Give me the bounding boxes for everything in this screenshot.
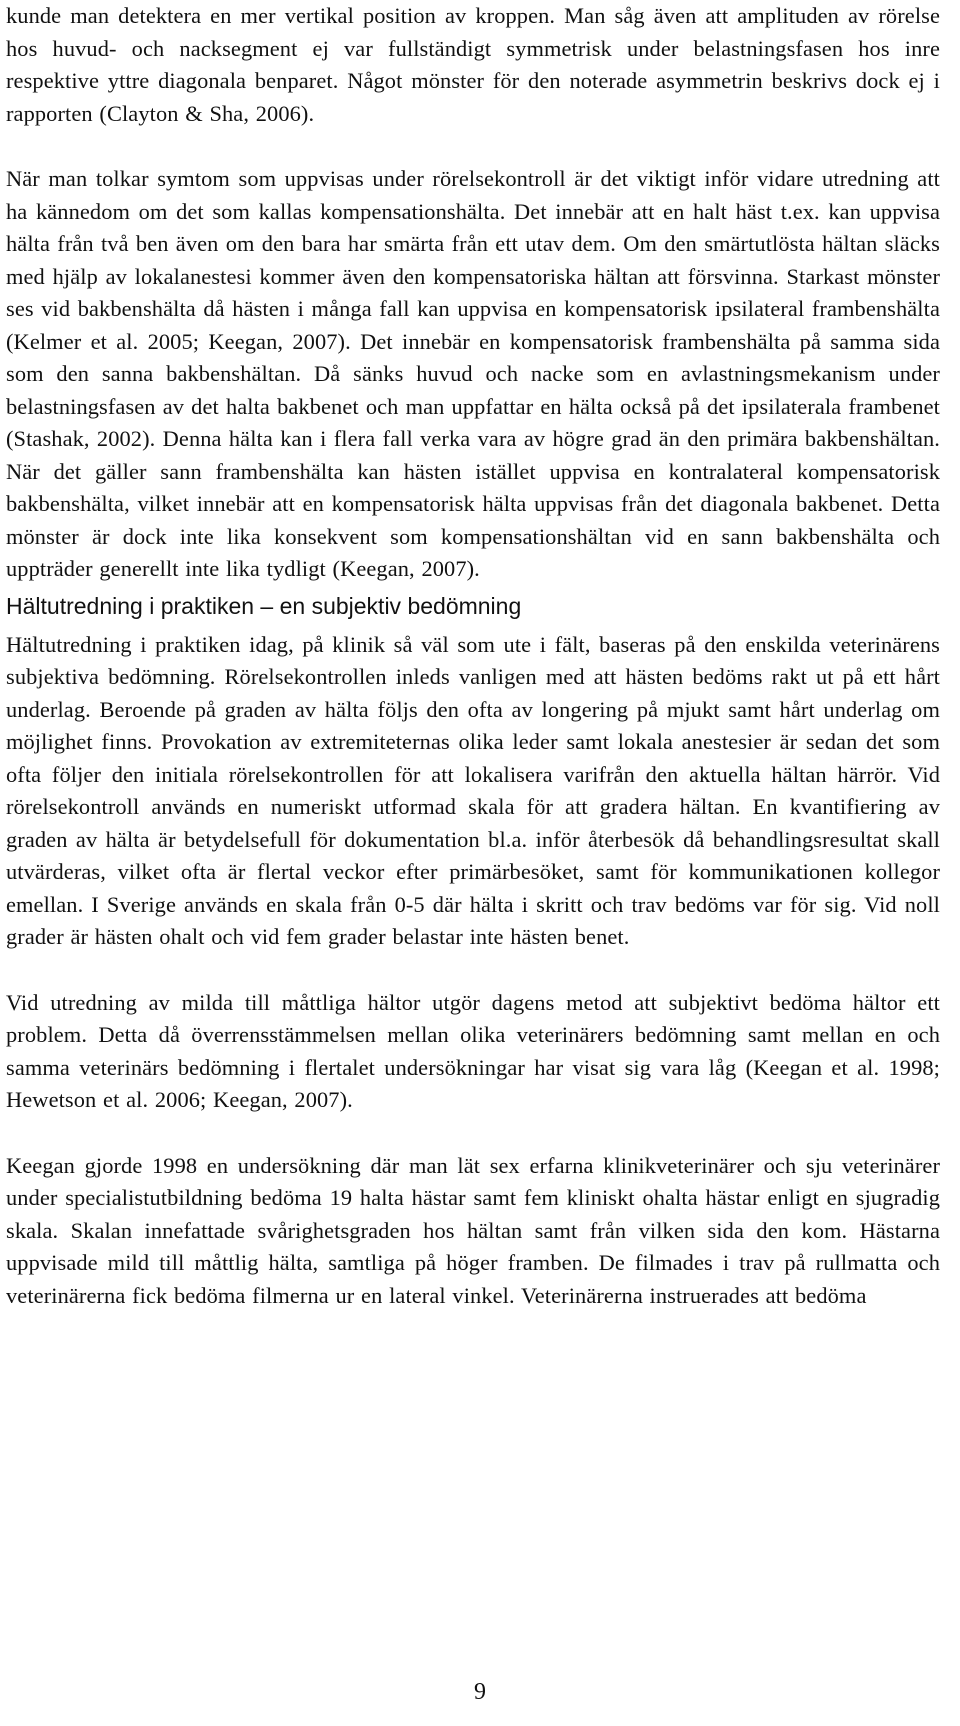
page-number: 9 — [474, 1679, 486, 1705]
paragraph-4: Vid utredning av milda till måttliga hältor utgör dagens metod att subjektivt bedöma hältor ett problem. Detta då överrensstämmelsen mellan olika veterinärers bedömning samt mellan en och samma veterinärs bedömning i flertalet undersökningar har visat sig vara låg (Keegan et al. 1998; Hewetson et al. 2006; Keegan, 2007). — [6, 989, 940, 1112]
section-heading: Hältutredning i praktiken – en subjektiv bedömning — [6, 592, 522, 619]
paragraph-3: Hältutredning i praktiken idag, på klinik så väl som ute i fält, baseras på den enskilda veterinärens subjektiva bedömning. Rörelsekontrollen inleds vanligen med att hästen bedöms rakt ut på ett hårt underlag. Beroende på graden av hälta följs den ofta av longering på mjukt samt hårt underlag om möjlighet finns. Provokation av extremiteternas olika leder samt lokala anestesier är sedan det som ofta följer den initiala rörelsekontrollen för att lokalisera varifrån den aktuella hältan härrör. Vid rörelsekontroll används en numeriskt utformad skala för att gradera hältan. En kvantifiering av graden av hälta är betydelsefull för dokumentation bl.a. inför återbesök då behandlingsresultat skall utvärderas, vilket ofta är flertal veckor efter primärbesöket, samt för kommunikationen kollegor emellan. I Sverige används en skala från 0-5 där hälta i skritt och trav bedöms var för sig. Vid noll grader är hästen ohalt och vid fem grader belastar inte hästen benet. — [6, 631, 940, 949]
paragraph-gap — [6, 1117, 940, 1150]
paragraph-gap — [6, 954, 940, 987]
paragraph-1: kunde man detektera en mer vertikal position av kroppen. Man såg även att amplituden av rörelse hos huvud- och nacksegment ej var fullständigt symmetrisk under belastningsfasen hos inre respektive yttre diagonala benparet. Något mönster för den noterade asymmetrin beskrivs dock ej i rapporten (Clayton & Sha, 2006). — [6, 3, 940, 126]
paragraph-gap — [6, 130, 940, 163]
paragraph-5: Keegan gjorde 1998 en undersökning där man lät sex erfarna klinikveterinärer och sju veterinärer under specialistutbildning bedöma 19 halta hästar samt fem kliniskt ohalta hästar enligt en sjugradig skala. Skalan innefattade svårighetsgraden hos hältan samt från vilken sida den kom. Hästarna uppvisade mild till måttlig hälta, samtliga på höger framben. De filmades i trav på rullmatta och veterinärerna fick bedöma filmerna ur en lateral vinkel. Veterinärerna instruerades att bedöma — [6, 1152, 940, 1308]
document-body — [6, 0, 940, 1312]
paragraph-2: När man tolkar symtom som uppvisas under rörelsekontroll är det viktigt inför vidare utredning att ha kännedom om det som kallas kompensationshälta. Det innebär att en halt häst t.ex. kan uppvisa hälta från två ben även om den bara har smärta från ett utav dem. Om den smärtutlösta hältan släcks med hjälp av lokalanestesi kommer även den kompensatoriska hältan att försvinna. Starkast mönster ses vid bakbenshälta då hästen i många fall kan uppvisa en kompensatorisk ipsilateral frambenshälta (Kelmer et al. 2005; Keegan, 2007). Det innebär en kompensatorisk frambenshälta på samma sida som den sanna bakbenshältan. Då sänks huvud och nacke som en avlastningsmekanism under belastningsfasen av det halta bakbenet och man uppfattar en hälta också på det ipsilaterala frambenet (Stashak, 2002). Denna hälta kan i flera fall verka vara av högre grad än den primära bakbenshältan. När det gäller sann frambenshälta kan hästen istället uppvisa en kontralateral kompensatorisk bakbenshälta, vilket innebär att en kompensatorisk hälta uppvisas från det diagonala bakbenet. Detta mönster är dock inte lika konsekvent som kompensationshältan vid en sann bakbenshälta och uppträder generellt inte lika tydligt (Keegan, 2007). — [6, 166, 940, 581]
